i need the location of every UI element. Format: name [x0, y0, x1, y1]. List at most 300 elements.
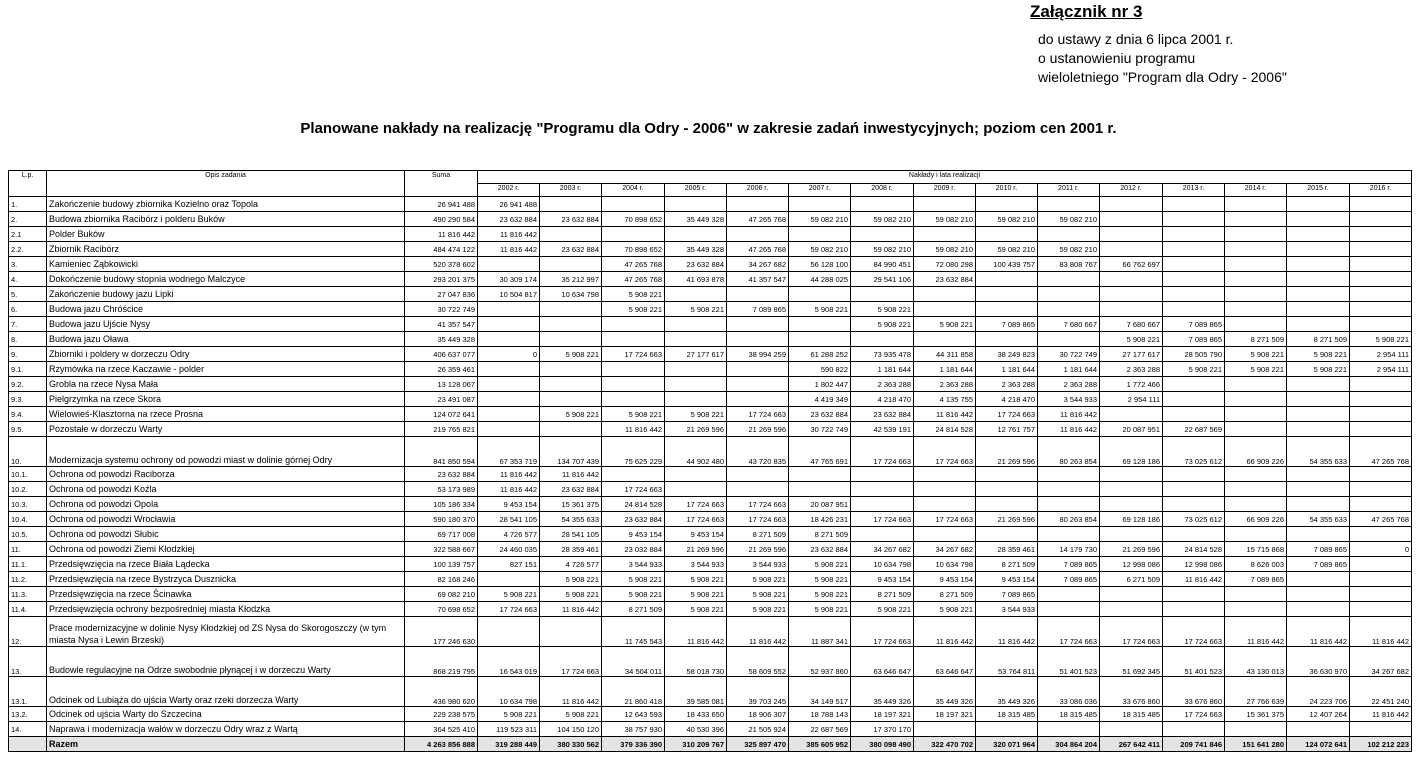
year-value: 5 908 221: [1100, 332, 1163, 347]
year-value: 5 908 221: [540, 347, 602, 362]
year-value: [789, 317, 851, 332]
year-value: 267 642 411: [1100, 737, 1163, 752]
year-value: [1350, 317, 1412, 332]
year-value: [1038, 602, 1100, 617]
year-value: 5 908 221: [789, 302, 851, 317]
task-description: Ochrona od powodzi Ziemi Kłodzkiej: [47, 542, 405, 557]
year-value: 6 271 509: [1100, 572, 1163, 587]
table-row: [9, 362, 1412, 377]
row-number: 7.: [9, 317, 47, 332]
year-value: [1163, 602, 1225, 617]
task-description: Kamieniec Ząbkowicki: [47, 257, 405, 272]
task-description: Zbiorniki i poldery w dorzeczu Odry: [47, 347, 405, 362]
year-value: [789, 467, 851, 482]
year-value: 17 370 170: [851, 722, 914, 737]
year-value: 54 355 633: [540, 512, 602, 527]
year-value: [478, 392, 540, 407]
table-row: [9, 257, 1412, 272]
col-header-year: 2012 r.: [1100, 184, 1163, 197]
year-value: [914, 227, 976, 242]
year-value: [478, 257, 540, 272]
year-value: 27 177 617: [1100, 347, 1163, 362]
year-value: 17 724 663: [727, 407, 789, 422]
row-total: 26 359 461: [405, 362, 478, 377]
year-value: [1225, 377, 1287, 392]
table-row: [9, 707, 1412, 722]
row-number: 9.: [9, 347, 47, 362]
investment-table: [8, 170, 1412, 752]
year-value: 17 724 663: [976, 407, 1038, 422]
year-value: 11 816 442: [478, 467, 540, 482]
year-value: 47 265 768: [1350, 512, 1412, 527]
year-value: [478, 422, 540, 437]
year-value: [1287, 392, 1350, 407]
year-value: 20 087 951: [789, 497, 851, 512]
year-value: 47 265 768: [727, 242, 789, 257]
year-value: 17 724 663: [478, 602, 540, 617]
table-row: [9, 422, 1412, 437]
year-value: 5 908 221: [665, 587, 727, 602]
task-description: Wielowieś-Klasztorna na rzece Prosna: [47, 407, 405, 422]
year-value: [540, 302, 602, 317]
task-description: Zakończenie budowy zbiornika Kozielno oraz Topola: [47, 197, 405, 212]
row-total: 322 588 667: [405, 542, 478, 557]
year-value: 304 864 204: [1038, 737, 1100, 752]
year-value: 5 908 221: [914, 317, 976, 332]
table-row: [9, 467, 1412, 482]
year-value: 9 453 154: [914, 572, 976, 587]
row-number: 14.: [9, 722, 47, 737]
row-number: 10.1.: [9, 467, 47, 482]
year-value: 54 355 633: [1287, 437, 1350, 467]
year-value: 17 724 663: [727, 497, 789, 512]
year-value: 4 726 577: [478, 527, 540, 542]
year-value: 11 816 442: [1163, 572, 1225, 587]
year-value: 59 082 210: [1038, 242, 1100, 257]
year-value: 63 646 647: [851, 647, 914, 677]
year-value: 5 908 221: [789, 602, 851, 617]
year-value: [1100, 602, 1163, 617]
row-total: 293 201 375: [405, 272, 478, 287]
year-value: 30 722 749: [1038, 347, 1100, 362]
year-value: [1287, 317, 1350, 332]
year-value: 66 762 697: [1100, 257, 1163, 272]
year-value: 59 082 210: [1038, 212, 1100, 227]
year-value: [1225, 722, 1287, 737]
year-value: 34 504 011: [602, 647, 665, 677]
year-value: 34 267 682: [851, 542, 914, 557]
year-value: [1038, 227, 1100, 242]
year-value: [478, 332, 540, 347]
year-value: 69 128 186: [1100, 512, 1163, 527]
year-value: [1038, 467, 1100, 482]
year-value: [540, 392, 602, 407]
year-value: [1287, 497, 1350, 512]
row-total: 100 139 757: [405, 557, 478, 572]
year-value: 38 757 930: [602, 722, 665, 737]
year-value: 23 632 884: [789, 542, 851, 557]
row-number: 10.2.: [9, 482, 47, 497]
year-value: [976, 332, 1038, 347]
year-value: [851, 332, 914, 347]
year-value: [1100, 527, 1163, 542]
row-number: 2.1: [9, 227, 47, 242]
year-value: 12 998 086: [1100, 557, 1163, 572]
year-value: [1163, 587, 1225, 602]
row-total: 70 698 652: [405, 602, 478, 617]
year-value: 58 609 552: [727, 647, 789, 677]
year-value: [1225, 602, 1287, 617]
task-description: Przedsięwzięcia na rzece Biała Lądecka: [47, 557, 405, 572]
row-number: 11.3.: [9, 587, 47, 602]
year-value: 66 909 226: [1225, 512, 1287, 527]
row-number: 10.5.: [9, 527, 47, 542]
row-number: 2.2.: [9, 242, 47, 257]
table-row: [9, 302, 1412, 317]
year-value: 47 265 768: [1350, 437, 1412, 467]
year-value: 8 271 509: [851, 587, 914, 602]
year-value: [1225, 527, 1287, 542]
year-value: [727, 287, 789, 302]
year-value: 21 269 596: [727, 422, 789, 437]
year-value: 1 181 644: [851, 362, 914, 377]
year-value: [1038, 587, 1100, 602]
year-value: [1287, 242, 1350, 257]
year-value: 12 998 086: [1163, 557, 1225, 572]
year-value: [976, 497, 1038, 512]
year-value: 17 724 663: [665, 497, 727, 512]
year-value: [1163, 482, 1225, 497]
year-value: 5 908 221: [727, 572, 789, 587]
row-number: 4.: [9, 272, 47, 287]
row-number: 3.: [9, 257, 47, 272]
table-row: [9, 647, 1412, 677]
year-value: [914, 302, 976, 317]
year-value: 2 954 111: [1100, 392, 1163, 407]
year-value: [540, 617, 602, 647]
year-value: 1 802 447: [789, 377, 851, 392]
year-value: 17 724 663: [1038, 617, 1100, 647]
year-value: 11 816 442: [914, 407, 976, 422]
year-value: 9 453 154: [478, 497, 540, 512]
year-value: 380 098 490: [851, 737, 914, 752]
year-value: 7 089 865: [1287, 542, 1350, 557]
row-total: 23 491 087: [405, 392, 478, 407]
year-value: 72 080 298: [914, 257, 976, 272]
task-description: Pozostałe w dorzeczu Warty: [47, 422, 405, 437]
year-value: 35 449 328: [665, 242, 727, 257]
year-value: 59 082 210: [976, 212, 1038, 227]
col-header-lp: L.p.: [9, 171, 47, 197]
year-value: 100 439 757: [976, 257, 1038, 272]
task-description: Przedsięwzięcia na rzece Bystrzyca Dusznicka: [47, 572, 405, 587]
year-value: 23 632 884: [478, 212, 540, 227]
task-description: Dokończenie budowy stopnia wodnego Malczyce: [47, 272, 405, 287]
row-number: 12.: [9, 617, 47, 647]
year-value: 27 766 639: [1225, 677, 1287, 707]
row-number: 11.1.: [9, 557, 47, 572]
year-value: 11 816 442: [914, 617, 976, 647]
year-value: 17 724 663: [665, 512, 727, 527]
year-value: 63 646 647: [914, 647, 976, 677]
year-value: [1163, 527, 1225, 542]
year-value: 11 816 442: [540, 602, 602, 617]
year-value: 47 265 768: [602, 257, 665, 272]
task-description: Budowa zbiornika Racibórz i polderu Buków: [47, 212, 405, 227]
year-value: 28 505 790: [1163, 347, 1225, 362]
year-value: [1287, 527, 1350, 542]
year-value: [976, 302, 1038, 317]
year-value: 209 741 846: [1163, 737, 1225, 752]
year-value: 5 908 221: [540, 587, 602, 602]
year-value: 5 908 221: [602, 587, 665, 602]
year-value: [665, 317, 727, 332]
year-value: [727, 197, 789, 212]
year-value: 21 860 418: [602, 677, 665, 707]
year-value: 75 625 229: [602, 437, 665, 467]
row-number: 13.2.: [9, 707, 47, 722]
year-value: [1287, 482, 1350, 497]
year-value: 42 539 191: [851, 422, 914, 437]
year-value: 5 908 221: [1350, 332, 1412, 347]
year-value: [851, 227, 914, 242]
year-value: [1100, 587, 1163, 602]
year-value: [727, 362, 789, 377]
year-value: [789, 287, 851, 302]
year-value: 30 722 749: [789, 422, 851, 437]
year-value: 35 449 326: [976, 677, 1038, 707]
row-total: 35 449 328: [405, 332, 478, 347]
year-value: 5 908 221: [789, 572, 851, 587]
year-value: 67 353 719: [478, 437, 540, 467]
task-description: Naprawa i modernizacja wałów w dorzeczu Odry wraz z Wartą: [47, 722, 405, 737]
task-description: Pielgrzymka na rzece Skora: [47, 392, 405, 407]
year-value: [1287, 212, 1350, 227]
year-value: 8 271 509: [914, 587, 976, 602]
year-value: [1163, 467, 1225, 482]
year-value: 15 361 375: [1225, 707, 1287, 722]
col-header-opis: Opis zadania: [47, 171, 405, 197]
year-value: 119 523 311: [478, 722, 540, 737]
year-value: 17 724 663: [602, 482, 665, 497]
year-value: [1163, 377, 1225, 392]
table-row: [9, 512, 1412, 527]
year-value: 11 816 442: [478, 242, 540, 257]
year-value: [976, 467, 1038, 482]
year-value: 70 898 652: [602, 242, 665, 257]
year-value: [976, 527, 1038, 542]
year-value: 7 089 865: [1163, 332, 1225, 347]
table-row: [9, 392, 1412, 407]
year-value: 12 761 757: [976, 422, 1038, 437]
year-value: 0: [1350, 542, 1412, 557]
year-value: [540, 227, 602, 242]
year-value: 17 724 663: [914, 437, 976, 467]
year-value: 2 954 111: [1350, 347, 1412, 362]
year-value: 23 632 884: [540, 212, 602, 227]
year-value: 2 363 288: [1038, 377, 1100, 392]
year-value: 28 541 105: [478, 512, 540, 527]
year-value: 2 954 111: [1350, 362, 1412, 377]
year-value: [727, 317, 789, 332]
year-value: [1287, 272, 1350, 287]
year-value: 22 451 240: [1350, 677, 1412, 707]
year-value: 12 407 264: [1287, 707, 1350, 722]
year-value: 11 816 442: [1350, 617, 1412, 647]
year-value: [665, 227, 727, 242]
year-value: [1038, 287, 1100, 302]
year-value: 2 363 288: [914, 377, 976, 392]
year-value: 5 908 221: [665, 407, 727, 422]
year-value: 5 908 221: [1287, 362, 1350, 377]
year-value: [1225, 197, 1287, 212]
table-row: [9, 497, 1412, 512]
year-value: [976, 272, 1038, 287]
year-value: 23 632 884: [914, 272, 976, 287]
year-value: 69 128 186: [1100, 437, 1163, 467]
year-value: 17 724 663: [851, 512, 914, 527]
row-total: 364 525 410: [405, 722, 478, 737]
year-value: [540, 317, 602, 332]
year-value: [478, 617, 540, 647]
row-number: 1.: [9, 197, 47, 212]
year-value: 33 086 036: [1038, 677, 1100, 707]
row-total: 69 082 210: [405, 587, 478, 602]
year-value: [478, 317, 540, 332]
year-value: 18 788 143: [789, 707, 851, 722]
row-number: 13.: [9, 647, 47, 677]
year-value: 18 433 650: [665, 707, 727, 722]
year-value: [665, 482, 727, 497]
year-value: 8 271 509: [1225, 332, 1287, 347]
year-value: [1100, 302, 1163, 317]
row-number: 10.4.: [9, 512, 47, 527]
year-value: 385 605 952: [789, 737, 851, 752]
year-value: 2 363 288: [851, 377, 914, 392]
year-value: 1 181 644: [914, 362, 976, 377]
year-value: 18 315 485: [976, 707, 1038, 722]
col-header-year: 2003 r.: [540, 184, 602, 197]
table-row: [9, 332, 1412, 347]
col-header-year: 2011 r.: [1038, 184, 1100, 197]
year-value: 23 032 884: [602, 542, 665, 557]
year-value: [1287, 287, 1350, 302]
year-value: 124 072 641: [1287, 737, 1350, 752]
row-total: 219 765 821: [405, 422, 478, 437]
year-value: [1287, 572, 1350, 587]
year-value: 44 902 480: [665, 437, 727, 467]
row-total: 82 168 246: [405, 572, 478, 587]
year-value: 7 089 865: [1038, 572, 1100, 587]
year-value: 16 543 019: [478, 647, 540, 677]
year-value: [727, 482, 789, 497]
year-value: 24 814 528: [602, 497, 665, 512]
task-description: Ochrona od powodzi Raciborza: [47, 467, 405, 482]
year-value: 102 212 223: [1350, 737, 1412, 752]
col-header-year: 2010 r.: [976, 184, 1038, 197]
table-row: [9, 602, 1412, 617]
year-value: [1100, 467, 1163, 482]
year-value: 7 089 865: [976, 317, 1038, 332]
row-number: 9.5.: [9, 422, 47, 437]
year-value: [478, 302, 540, 317]
year-value: 11 816 442: [478, 482, 540, 497]
row-number: 13.1.: [9, 677, 47, 707]
year-value: [1225, 497, 1287, 512]
year-value: [1350, 377, 1412, 392]
year-value: 12 643 593: [602, 707, 665, 722]
year-value: [665, 332, 727, 347]
annex-line: wieloletniego "Program dla Odry - 2006": [1038, 69, 1287, 85]
table-row: [9, 557, 1412, 572]
year-value: [540, 332, 602, 347]
row-number: 9.3.: [9, 392, 47, 407]
year-value: 26 941 488: [478, 197, 540, 212]
row-number: 11.4.: [9, 602, 47, 617]
year-value: 73 025 612: [1163, 437, 1225, 467]
year-value: [1287, 467, 1350, 482]
year-value: [1350, 242, 1412, 257]
year-value: 151 641 280: [1225, 737, 1287, 752]
year-value: [1225, 482, 1287, 497]
year-value: [1287, 722, 1350, 737]
year-value: 3 544 933: [665, 557, 727, 572]
year-value: 23 632 884: [540, 242, 602, 257]
year-value: 34 267 682: [727, 257, 789, 272]
year-value: 9 453 154: [851, 572, 914, 587]
year-value: 41 357 547: [727, 272, 789, 287]
year-value: [1163, 197, 1225, 212]
annex-header: [1030, 2, 1287, 87]
year-value: [851, 527, 914, 542]
year-value: [1163, 227, 1225, 242]
year-value: 22 687 569: [1163, 422, 1225, 437]
row-total: 27 047 836: [405, 287, 478, 302]
year-value: 10 634 798: [851, 557, 914, 572]
year-value: 322 470 702: [914, 737, 976, 752]
year-value: 59 082 210: [789, 242, 851, 257]
year-value: 5 908 221: [789, 557, 851, 572]
year-value: 8 271 509: [602, 602, 665, 617]
col-header-year: 2009 r.: [914, 184, 976, 197]
year-value: [914, 527, 976, 542]
year-value: [1350, 422, 1412, 437]
year-value: 5 908 221: [602, 302, 665, 317]
row-total: 23 632 884: [405, 467, 478, 482]
year-value: 61 288 252: [789, 347, 851, 362]
year-value: 18 197 321: [914, 707, 976, 722]
year-value: [540, 257, 602, 272]
task-description: Razem: [47, 737, 405, 752]
table-row: [9, 542, 1412, 557]
year-value: 73 025 612: [1163, 512, 1225, 527]
year-value: [914, 482, 976, 497]
year-value: 17 724 663: [1100, 617, 1163, 647]
year-value: 4 419 349: [789, 392, 851, 407]
year-value: [478, 362, 540, 377]
year-value: [478, 377, 540, 392]
year-value: [1350, 302, 1412, 317]
row-number: 11.2.: [9, 572, 47, 587]
year-value: 5 908 221: [1287, 347, 1350, 362]
year-value: 18 315 485: [1100, 707, 1163, 722]
table-row: [9, 437, 1412, 467]
year-value: 21 505 924: [727, 722, 789, 737]
year-value: 5 908 221: [665, 302, 727, 317]
year-value: 56 128 100: [789, 257, 851, 272]
col-header-year: 2015 r.: [1287, 184, 1350, 197]
year-value: [1225, 407, 1287, 422]
